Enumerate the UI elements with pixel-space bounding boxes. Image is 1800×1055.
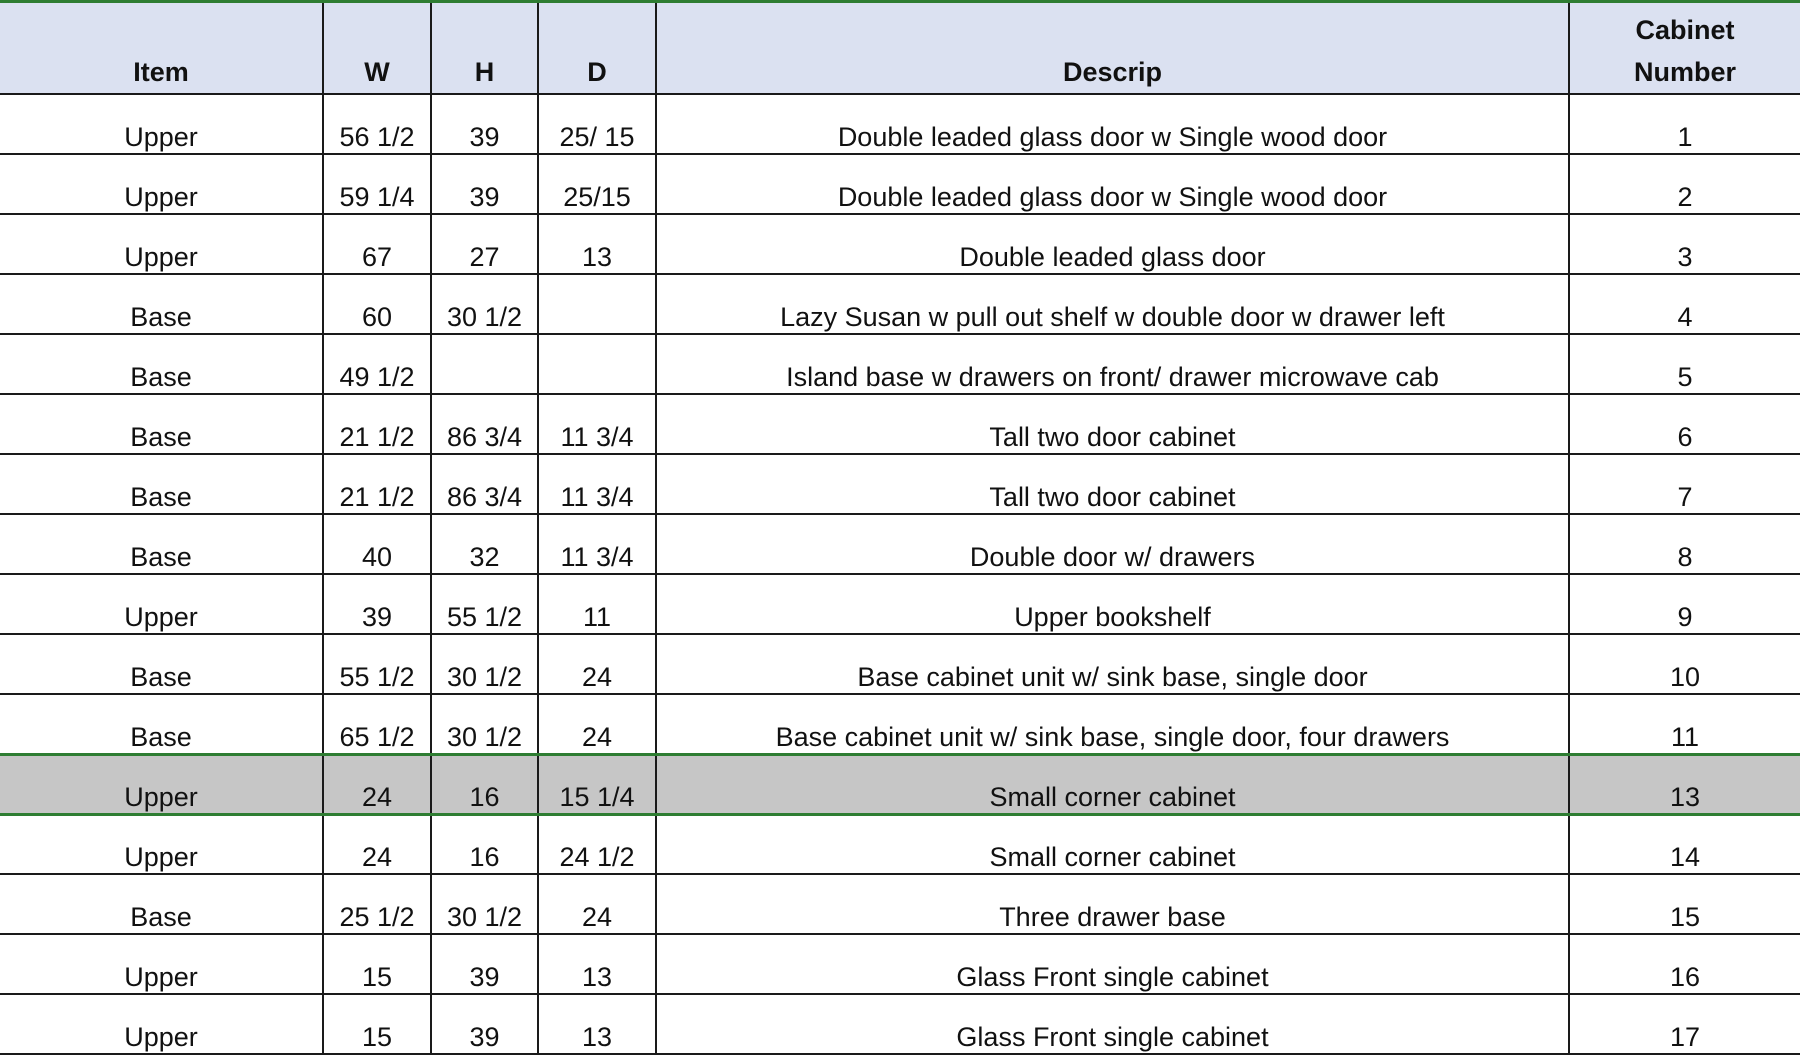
cell-width[interactable]: 15 xyxy=(323,934,431,994)
cell-depth[interactable]: 11 3/4 xyxy=(538,514,656,574)
table-row[interactable] xyxy=(0,814,1800,874)
table-row[interactable] xyxy=(0,514,1800,574)
cell-item[interactable]: Upper xyxy=(0,154,323,214)
cell-depth[interactable]: 24 xyxy=(538,694,656,754)
cell-depth[interactable]: 25/ 15 xyxy=(538,94,656,154)
table-row[interactable] xyxy=(0,94,1800,154)
cell-cabinet-number[interactable]: 11 xyxy=(1569,694,1800,754)
table-row[interactable] xyxy=(0,214,1800,274)
cell-description[interactable]: Glass Front single cabinet xyxy=(656,934,1569,994)
cell-description[interactable]: Tall two door cabinet xyxy=(656,394,1569,454)
cell-item[interactable]: Base xyxy=(0,874,323,934)
cell-item[interactable]: Upper xyxy=(0,814,323,874)
cell-height[interactable]: 30 1/2 xyxy=(431,874,538,934)
cell-item[interactable]: Upper xyxy=(0,994,323,1054)
cell-width[interactable]: 21 1/2 xyxy=(323,454,431,514)
cell-depth[interactable] xyxy=(538,334,656,394)
cell-item[interactable]: Base xyxy=(0,634,323,694)
cell-width[interactable]: 67 xyxy=(323,214,431,274)
cell-cabinet-number[interactable]: 4 xyxy=(1569,274,1800,334)
table-row[interactable] xyxy=(0,454,1800,514)
cell-depth[interactable]: 11 3/4 xyxy=(538,454,656,514)
cell-width[interactable]: 25 1/2 xyxy=(323,874,431,934)
cell-description[interactable]: Lazy Susan w pull out shelf w double door w drawer left xyxy=(656,274,1569,334)
cell-description[interactable]: Small corner cabinet xyxy=(656,754,1569,814)
cell-depth[interactable]: 25/15 xyxy=(538,154,656,214)
cell-depth[interactable]: 24 1/2 xyxy=(538,814,656,874)
cell-cabinet-number[interactable]: 5 xyxy=(1569,334,1800,394)
cell-depth[interactable]: 24 xyxy=(538,634,656,694)
cell-description[interactable]: Upper bookshelf xyxy=(656,574,1569,634)
header-row-group xyxy=(0,2,1800,95)
cell-item[interactable]: Base xyxy=(0,694,323,754)
cell-cabinet-number[interactable]: 15 xyxy=(1569,874,1800,934)
cell-height[interactable]: 16 xyxy=(431,754,538,814)
table-row[interactable] xyxy=(0,694,1800,754)
header-cabinet-number-line1: Cabinet xyxy=(1635,15,1735,45)
table-row[interactable] xyxy=(0,634,1800,694)
cell-item[interactable]: Base xyxy=(0,274,323,334)
cell-item[interactable]: Upper xyxy=(0,94,323,154)
cell-width[interactable]: 40 xyxy=(323,514,431,574)
header-height[interactable]: H xyxy=(431,2,538,95)
cell-cabinet-number[interactable]: 14 xyxy=(1569,814,1800,874)
cell-width[interactable]: 65 1/2 xyxy=(323,694,431,754)
cell-width[interactable]: 15 xyxy=(323,994,431,1054)
cell-width[interactable]: 24 xyxy=(323,754,431,814)
cell-cabinet-number[interactable]: 17 xyxy=(1569,994,1800,1054)
cell-item[interactable]: Base xyxy=(0,334,323,394)
cell-width[interactable]: 24 xyxy=(323,814,431,874)
cell-height[interactable]: 39 xyxy=(431,934,538,994)
cell-item[interactable]: Upper xyxy=(0,754,323,814)
table-row[interactable] xyxy=(0,154,1800,214)
cell-width[interactable]: 39 xyxy=(323,574,431,634)
cell-height[interactable]: 39 xyxy=(431,154,538,214)
cell-depth[interactable]: 11 3/4 xyxy=(538,394,656,454)
header-item[interactable]: Item xyxy=(0,2,323,95)
cell-height[interactable]: 55 1/2 xyxy=(431,574,538,634)
table-row[interactable] xyxy=(0,934,1800,994)
cell-cabinet-number[interactable]: 7 xyxy=(1569,454,1800,514)
cell-depth[interactable]: 13 xyxy=(538,994,656,1054)
cell-width[interactable]: 49 1/2 xyxy=(323,334,431,394)
cell-height[interactable] xyxy=(431,334,538,394)
cell-height[interactable]: 30 1/2 xyxy=(431,634,538,694)
cell-cabinet-number[interactable]: 16 xyxy=(1569,934,1800,994)
header-depth[interactable]: D xyxy=(538,2,656,95)
cell-depth[interactable]: 15 1/4 xyxy=(538,754,656,814)
cell-cabinet-number[interactable]: 3 xyxy=(1569,214,1800,274)
cell-description[interactable]: Small corner cabinet xyxy=(656,814,1569,874)
cell-depth[interactable] xyxy=(538,274,656,334)
cell-cabinet-number[interactable]: 9 xyxy=(1569,574,1800,634)
cell-height[interactable]: 39 xyxy=(431,994,538,1054)
header-width[interactable]: W xyxy=(323,2,431,95)
cell-item[interactable]: Base xyxy=(0,514,323,574)
cell-height[interactable]: 32 xyxy=(431,514,538,574)
cell-description[interactable]: Tall two door cabinet xyxy=(656,454,1569,514)
table-row[interactable] xyxy=(0,574,1800,634)
cell-height[interactable]: 27 xyxy=(431,214,538,274)
cell-description[interactable]: Double door w/ drawers xyxy=(656,514,1569,574)
cell-depth[interactable]: 13 xyxy=(538,214,656,274)
cell-height[interactable]: 86 3/4 xyxy=(431,394,538,454)
cell-item[interactable]: Base xyxy=(0,454,323,514)
cell-width[interactable]: 55 1/2 xyxy=(323,634,431,694)
cell-item[interactable]: Upper xyxy=(0,214,323,274)
cell-height[interactable]: 30 1/2 xyxy=(431,274,538,334)
cell-description[interactable]: Base cabinet unit w/ sink base, single door, four drawers xyxy=(656,694,1569,754)
cell-cabinet-number[interactable]: 6 xyxy=(1569,394,1800,454)
cell-cabinet-number[interactable]: 8 xyxy=(1569,514,1800,574)
table-row[interactable] xyxy=(0,274,1800,334)
table-row[interactable] xyxy=(0,874,1800,934)
cell-depth[interactable]: 11 xyxy=(538,574,656,634)
cell-width[interactable]: 59 1/4 xyxy=(323,154,431,214)
table-row[interactable] xyxy=(0,394,1800,454)
table-body xyxy=(0,94,1800,1054)
cell-item[interactable]: Base xyxy=(0,394,323,454)
cell-width[interactable]: 21 1/2 xyxy=(323,394,431,454)
cell-description[interactable]: Double leaded glass door w Single wood door xyxy=(656,94,1569,154)
cell-item[interactable]: Upper xyxy=(0,934,323,994)
cell-description[interactable]: Double leaded glass door w Single wood door xyxy=(656,154,1569,214)
cell-description[interactable]: Glass Front single cabinet xyxy=(656,994,1569,1054)
table-row[interactable] xyxy=(0,754,1800,814)
cell-item[interactable]: Upper xyxy=(0,574,323,634)
header-cabinet-number[interactable] xyxy=(1569,2,1800,95)
table-row[interactable] xyxy=(0,334,1800,394)
cell-cabinet-number[interactable]: 10 xyxy=(1569,634,1800,694)
cell-description[interactable]: Double leaded glass door xyxy=(656,214,1569,274)
header-row xyxy=(0,2,1800,95)
cell-description[interactable]: Three drawer base xyxy=(656,874,1569,934)
header-cabinet-number-line2: Number xyxy=(1633,57,1736,87)
cell-cabinet-number[interactable]: 2 xyxy=(1569,154,1800,214)
cell-height[interactable]: 86 3/4 xyxy=(431,454,538,514)
cell-cabinet-number[interactable]: 13 xyxy=(1569,754,1800,814)
cell-height[interactable]: 16 xyxy=(431,814,538,874)
cell-width[interactable]: 56 1/2 xyxy=(323,94,431,154)
table-row[interactable] xyxy=(0,994,1800,1054)
cell-width[interactable]: 60 xyxy=(323,274,431,334)
header-description[interactable]: Descrip xyxy=(656,2,1569,95)
cell-description[interactable]: Island base w drawers on front/ drawer microwave cab xyxy=(656,334,1569,394)
cell-height[interactable]: 30 1/2 xyxy=(431,694,538,754)
cell-depth[interactable]: 24 xyxy=(538,874,656,934)
cell-cabinet-number[interactable]: 1 xyxy=(1569,94,1800,154)
cell-height[interactable]: 39 xyxy=(431,94,538,154)
cell-depth[interactable]: 13 xyxy=(538,934,656,994)
cell-description[interactable]: Base cabinet unit w/ sink base, single door xyxy=(656,634,1569,694)
